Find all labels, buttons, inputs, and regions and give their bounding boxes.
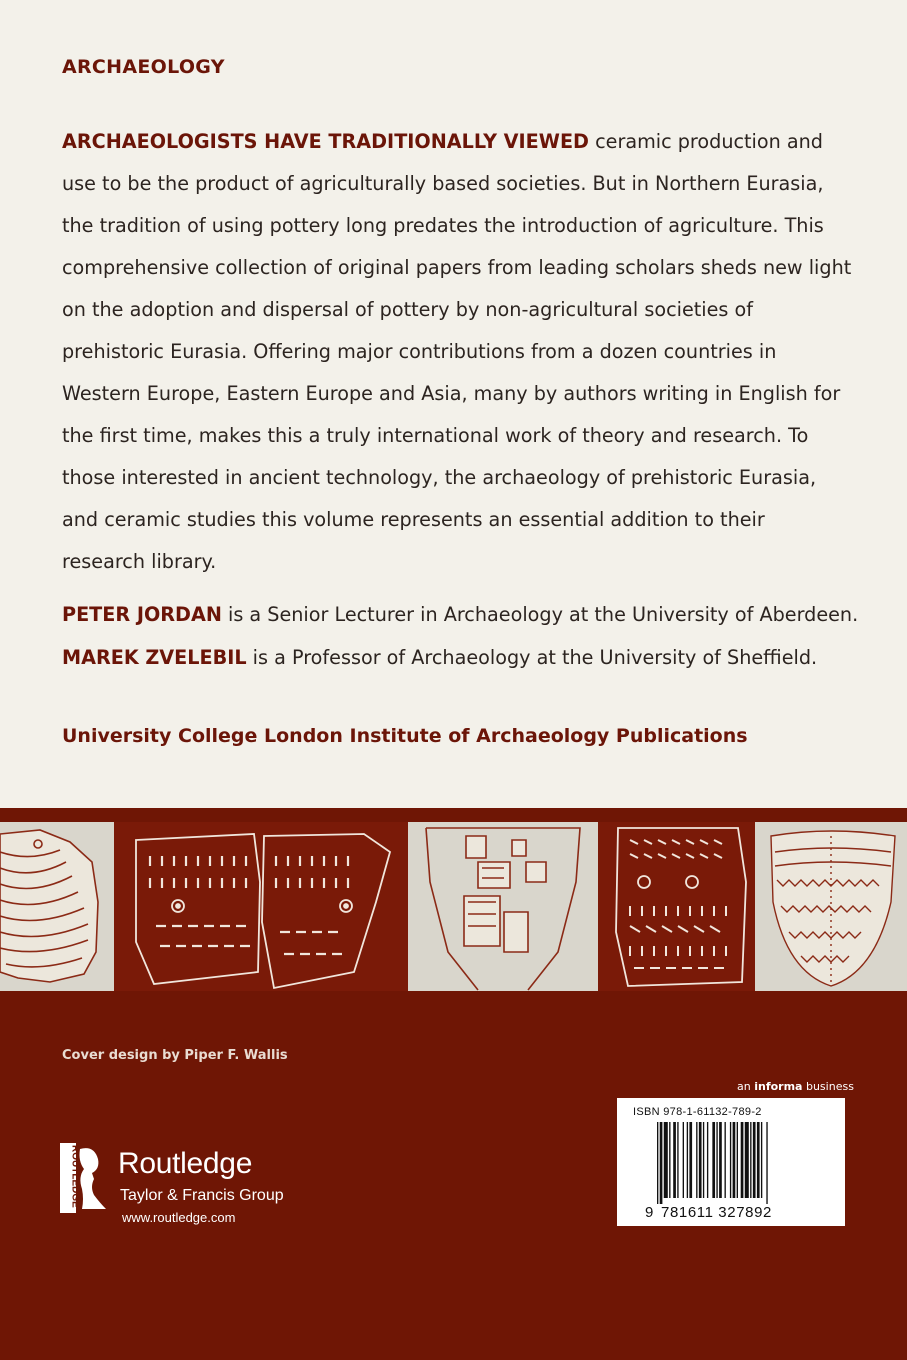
lower-publisher-area bbox=[0, 1005, 907, 1360]
isbn-barcode bbox=[617, 1098, 845, 1226]
isbn-lead-digit: 9 bbox=[645, 1204, 654, 1221]
book-description bbox=[62, 121, 852, 583]
description-body: ceramic production and use to be the product of agriculturally based societies. But in Northern Eurasia, the tradition of using pottery long predates the introduction of agriculture. This comprehensive collection of original papers from leading scholars sheds new light on the adoption and dispersal of pottery by non-agricultural societies of prehistoric Eurasia. Offering major contributions from a dozen countries in Western Europe, Eastern Europe and Asia, many by authors writing in English for the first time, makes this a truly international work of theory and research. To those interested in ancient technology, the archaeology of prehistoric Eurasia, and ceramic studies this volume represents an essential addition to their research library. bbox=[62, 130, 852, 573]
isbn-label: ISBN 978-1-61132-789-2 bbox=[633, 1106, 762, 1118]
routledge-vertical-text: ROUTLEDGE bbox=[69, 1145, 81, 1208]
pottery-sherd-image bbox=[114, 822, 408, 991]
description-lead: ARCHAEOLOGISTS HAVE TRADITIONALLY VIEWED bbox=[62, 130, 589, 153]
informa-brand: informa bbox=[754, 1080, 803, 1093]
pottery-sherd-image bbox=[0, 822, 114, 991]
author-description: is a Professor of Archaeology at the University of Sheffield. bbox=[246, 646, 818, 669]
author-bio bbox=[62, 646, 817, 669]
author-bio bbox=[62, 603, 858, 626]
pottery-sherd-image bbox=[598, 822, 755, 991]
isbn-digits: 781611 327892 bbox=[661, 1204, 772, 1221]
pottery-illustration-strip bbox=[0, 808, 907, 1005]
barcode-bars bbox=[657, 1122, 833, 1204]
series-title: University College London Institute of Archaeology Publications bbox=[62, 725, 748, 747]
author-description: is a Senior Lecturer in Archaeology at the University of Aberdeen. bbox=[221, 603, 859, 626]
publisher-group: Taylor & Francis Group bbox=[120, 1187, 284, 1204]
cover-design-credit: Cover design by Piper F. Wallis bbox=[62, 1048, 288, 1063]
routledge-logo-icon bbox=[60, 1143, 108, 1213]
informa-prefix: an bbox=[737, 1080, 755, 1093]
author-name: MAREK ZVELEBIL bbox=[62, 646, 247, 669]
pottery-vessel-image bbox=[408, 822, 598, 991]
section-heading: ARCHAEOLOGY bbox=[62, 56, 225, 78]
publisher-name: Routledge bbox=[118, 1147, 253, 1180]
pottery-vessel-image bbox=[755, 822, 907, 991]
author-name: PETER JORDAN bbox=[62, 603, 222, 626]
publisher-url: www.routledge.com bbox=[122, 1210, 236, 1225]
informa-suffix: business bbox=[802, 1080, 854, 1093]
informa-tagline bbox=[737, 1080, 854, 1093]
